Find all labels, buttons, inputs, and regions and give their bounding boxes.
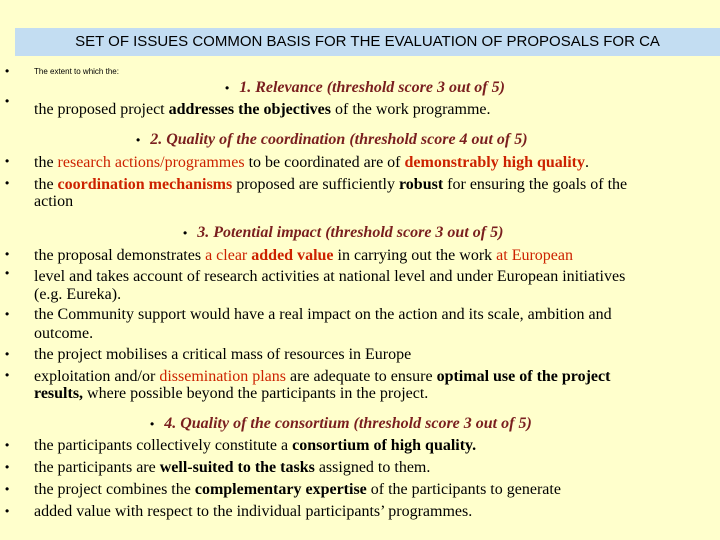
section-3-heading: • 3. Potential impact (threshold score 3 out of 5) [183, 224, 504, 241]
list-item: the Community support would have a real impact on the action and its scale, ambition and [34, 306, 612, 323]
list-item-continued: level and takes account of research activities at national level and under European initiatives [34, 268, 626, 285]
bullet: • [5, 504, 10, 518]
bullet: • [5, 266, 10, 280]
list-item: the research actions/programmes to be coordinated are of demonstrably high quality. [34, 154, 589, 171]
list-item: the coordination mechanisms proposed are sufficiently robust for ensuring the goals of the [34, 176, 628, 193]
section-4-heading: • 4. Quality of the consortium (threshold score 3 out of 5) [150, 415, 532, 432]
list-item: the project mobilises a critical mass of resources in Europe [34, 346, 412, 363]
list-item: the participants are well-suited to the tasks assigned to them. [34, 459, 431, 476]
list-item: exploitation and/or dissemination plans are adequate to ensure optimal use of the project [34, 368, 611, 385]
bullet: • [5, 307, 10, 321]
bullet: • [5, 438, 10, 452]
bullet: • [5, 368, 10, 382]
section-2-heading: • 2. Quality of the coordination (threshold score 4 out of 5) [136, 131, 528, 148]
list-item: the project combines the complementary expertise of the participants to generate [34, 481, 561, 498]
bullet: • [5, 154, 10, 168]
list-item: the participants collectively constitute a consortium of high quality. [34, 437, 477, 454]
list-item: the proposed project addresses the objectives of the work programme. [34, 101, 491, 118]
list-item-continued: outcome. [34, 325, 94, 342]
list-item-continued: action [34, 193, 74, 210]
list-item-continued: added value with respect to the individual participants’ programmes. [34, 503, 473, 520]
bullet: • [5, 247, 10, 261]
bullet-intro: • [5, 64, 10, 78]
bullet: • [5, 176, 10, 190]
intro-text: The extent to which the: [34, 67, 119, 76]
bullet: • [5, 460, 10, 474]
bullet: • [5, 94, 10, 108]
list-item: the proposal demonstrates a clear added value in carrying out the work at European [34, 247, 573, 264]
bullet: • [5, 347, 10, 361]
list-item-continued: (e.g. Eureka). [34, 286, 122, 303]
list-item-continued: results, where possible beyond the participants in the project. [34, 385, 429, 402]
bullet: • [5, 482, 10, 496]
section-1-heading: • 1. Relevance (threshold score 3 out of 5) [225, 79, 505, 96]
slide-title: SET OF ISSUES COMMON BASIS FOR THE EVALUATION OF PROPOSALS FOR CA [15, 28, 720, 56]
